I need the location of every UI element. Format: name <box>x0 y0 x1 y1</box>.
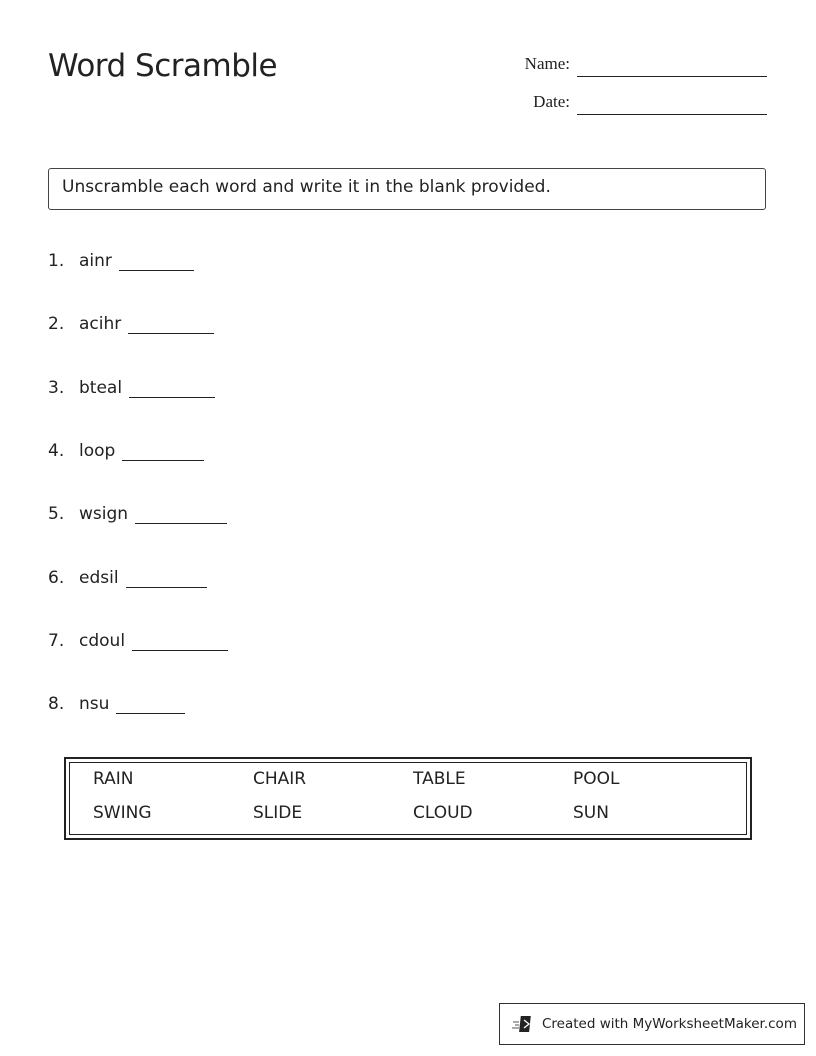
item-number: 4. <box>48 440 65 461</box>
word-bank-word: SUN <box>573 803 609 823</box>
word-bank-word: POOL <box>573 769 620 789</box>
answer-blank[interactable] <box>116 699 185 714</box>
item-number: 5. <box>48 504 65 525</box>
item-number: 8. <box>48 694 65 715</box>
scramble-item <box>48 251 194 271</box>
answer-blank[interactable] <box>135 509 227 524</box>
scramble-item <box>48 568 207 588</box>
scrambled-word: loop <box>79 440 116 461</box>
answer-blank[interactable] <box>132 636 228 651</box>
scramble-item <box>48 631 228 651</box>
word-bank-word: SWING <box>93 803 152 823</box>
scrambled-word: cdoul <box>79 630 126 651</box>
item-number: 3. <box>48 377 65 398</box>
scramble-item <box>48 441 204 461</box>
scramble-item <box>48 378 215 398</box>
item-number: 1. <box>48 251 65 271</box>
scrambled-word: edsil <box>79 567 119 588</box>
scramble-item <box>48 504 227 524</box>
item-number: 2. <box>48 314 65 335</box>
scramble-item <box>48 314 214 334</box>
date-label: Date: <box>533 92 570 111</box>
scrambled-word: wsign <box>79 504 129 525</box>
footer-text: Created with MyWorksheetMaker.com <box>542 1016 797 1032</box>
word-bank-word: SLIDE <box>253 803 303 823</box>
word-bank-word: CLOUD <box>413 803 473 823</box>
answer-blank[interactable] <box>128 319 214 334</box>
answer-blank[interactable] <box>126 573 207 588</box>
answer-blank[interactable] <box>129 383 215 398</box>
name-label: Name: <box>524 54 570 73</box>
scrambled-word: ainr <box>79 251 112 271</box>
instructions-box: Unscramble each word and write it in the blank provided. <box>48 168 766 210</box>
word-bank-word: TABLE <box>413 769 466 789</box>
footer-credit <box>499 1003 805 1045</box>
scramble-item <box>48 694 185 714</box>
page-title: Word Scramble <box>48 48 278 84</box>
date-field[interactable] <box>577 114 767 115</box>
item-number: 7. <box>48 630 65 651</box>
word-bank-word: CHAIR <box>253 769 307 789</box>
scrambled-word: nsu <box>79 694 110 715</box>
word-bank <box>64 757 752 840</box>
answer-blank[interactable] <box>119 256 194 271</box>
answer-blank[interactable] <box>122 446 204 461</box>
worksheet-logo-icon <box>512 1014 534 1034</box>
item-number: 6. <box>48 567 65 588</box>
scrambled-word: bteal <box>79 377 123 398</box>
name-field[interactable] <box>577 76 767 77</box>
word-bank-word: RAIN <box>93 769 134 789</box>
scrambled-word: acihr <box>79 314 122 335</box>
